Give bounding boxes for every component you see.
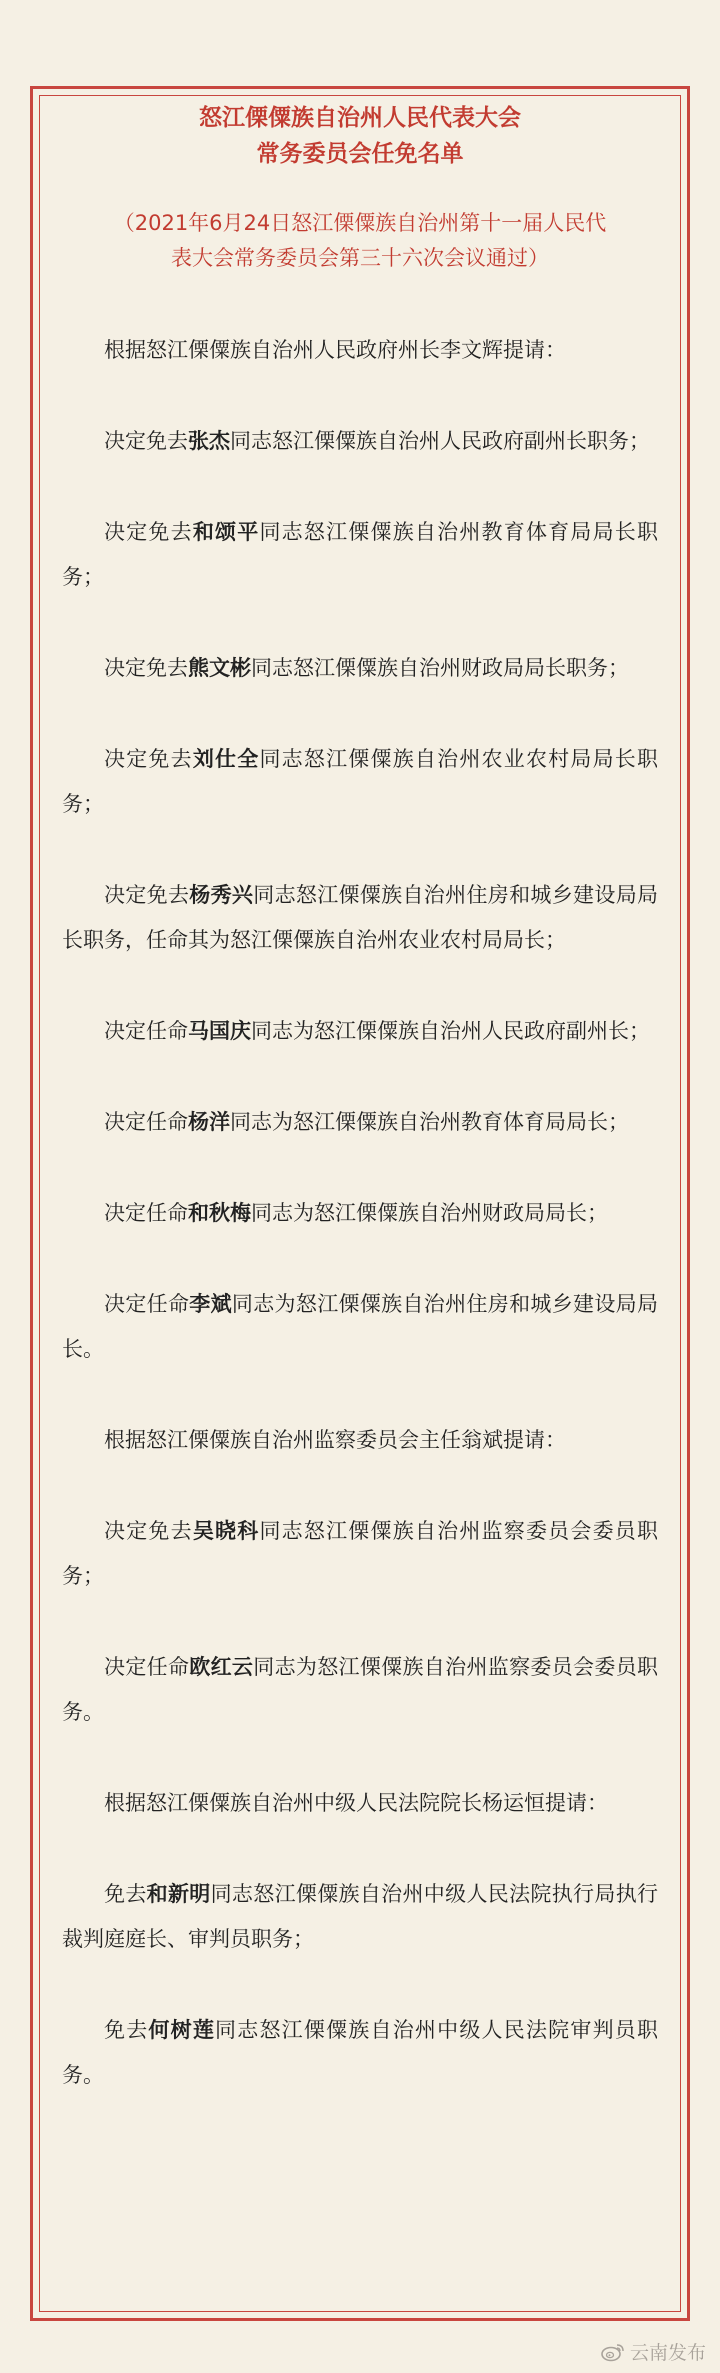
paragraph <box>62 646 658 691</box>
paragraph-lead: 根据怒江傈僳族自治州中级人民法院院长杨运恒提请： <box>104 1791 608 1815</box>
paragraph <box>62 1872 658 1962</box>
paragraph <box>62 419 658 464</box>
paragraph-lead: 根据怒江傈僳族自治州人民政府州长李文辉提请： <box>104 338 566 362</box>
paragraph-body: 同志怒江傈僳族自治州监察委员会委员职务； <box>62 1519 659 1588</box>
person-name: 和秋梅 <box>188 1201 251 1225</box>
paragraph-lead: 决定免去 <box>104 1519 193 1543</box>
paragraph-body: 同志为怒江傈僳族自治州教育体育局局长； <box>230 1110 629 1134</box>
document-content <box>62 100 658 2098</box>
person-name: 何树莲 <box>148 2018 216 2042</box>
paragraph-body: 同志怒江傈僳族自治州住房和城乡建设局局长职务，任命其为怒江傈僳族自治州农业农村局局长； <box>62 883 659 952</box>
paragraph <box>62 737 658 827</box>
person-name: 和新明 <box>146 1882 211 1906</box>
paragraph <box>62 1100 658 1145</box>
paragraph <box>62 873 658 963</box>
person-name: 张杰 <box>188 429 230 453</box>
person-name: 熊文彬 <box>188 656 251 680</box>
paragraph <box>62 1009 658 1054</box>
paragraph-body: 同志为怒江傈僳族自治州财政局局长； <box>251 1201 608 1225</box>
paragraph-body: 同志为怒江傈僳族自治州监察委员会委员职务。 <box>62 1655 659 1724</box>
paragraph-lead: 决定任命 <box>104 1019 188 1043</box>
paragraph-lead: 决定任命 <box>104 1201 188 1225</box>
source-watermark <box>601 2338 706 2365</box>
paragraph <box>62 1645 658 1735</box>
person-name: 杨秀兴 <box>189 883 254 907</box>
paragraph-body: 同志怒江傈僳族自治州中级人民法院审判员职务。 <box>62 2018 659 2087</box>
person-name: 和颂平 <box>192 520 260 544</box>
paragraph <box>62 1509 658 1599</box>
person-name: 欧红云 <box>189 1655 254 1679</box>
paragraph-lead: 免去 <box>104 2018 149 2042</box>
paragraph-lead: 决定任命 <box>104 1292 190 1316</box>
paragraph-body: 同志为怒江傈僳族自治州人民政府副州长； <box>251 1019 650 1043</box>
document-subtitle <box>62 206 658 276</box>
paragraph-lead: 根据怒江傈僳族自治州监察委员会主任翁斌提请： <box>104 1428 566 1452</box>
paragraph-lead: 决定免去 <box>104 883 190 907</box>
paragraph-lead: 决定免去 <box>104 656 188 680</box>
subtitle-line-1: （2021年6月24日怒江傈僳族自治州第十一届人民代 <box>113 211 607 235</box>
paragraph-body: 同志怒江傈僳族自治州人民政府副州长职务； <box>230 429 650 453</box>
paragraph-lead: 决定免去 <box>104 520 193 544</box>
person-name: 刘仕全 <box>192 747 260 771</box>
document-title <box>62 100 658 172</box>
title-line-2: 常务委员会任免名单 <box>256 141 464 167</box>
person-name: 杨洋 <box>188 1110 230 1134</box>
paragraph-body: 同志为怒江傈僳族自治州住房和城乡建设局局长。 <box>62 1292 659 1361</box>
paragraph-body: 同志怒江傈僳族自治州财政局局长职务； <box>251 656 629 680</box>
paragraph-body: 同志怒江傈僳族自治州农业农村局局长职务； <box>62 747 659 816</box>
paragraph-lead: 决定免去 <box>104 429 188 453</box>
paragraph <box>62 510 658 600</box>
paragraph-lead: 决定任命 <box>104 1655 190 1679</box>
person-name: 李斌 <box>189 1292 232 1316</box>
paragraph-lead: 免去 <box>104 1882 147 1906</box>
title-line-1: 怒江傈僳族自治州人民代表大会 <box>199 105 521 131</box>
paragraph-lead: 决定任命 <box>104 1110 188 1134</box>
subtitle-line-2: 表大会常务委员会第三十六次会议通过） <box>171 246 549 270</box>
appointment-list <box>62 328 658 2098</box>
person-name: 吴晓科 <box>192 1519 260 1543</box>
paragraph-body: 同志怒江傈僳族自治州教育体育局局长职务； <box>62 520 659 589</box>
paragraph <box>62 1418 658 1463</box>
paragraph <box>62 2008 658 2098</box>
paragraph-lead: 决定免去 <box>104 747 193 771</box>
watermark-text: 云南发布 <box>629 2342 706 2364</box>
person-name: 马国庆 <box>188 1019 251 1043</box>
paragraph <box>62 1191 658 1236</box>
paragraph-body: 同志怒江傈僳族自治州中级人民法院执行局执行裁判庭庭长、审判员职务； <box>62 1882 659 1951</box>
paragraph <box>62 1781 658 1826</box>
weibo-icon <box>601 2342 625 2362</box>
paragraph <box>62 328 658 373</box>
paragraph <box>62 1282 658 1372</box>
